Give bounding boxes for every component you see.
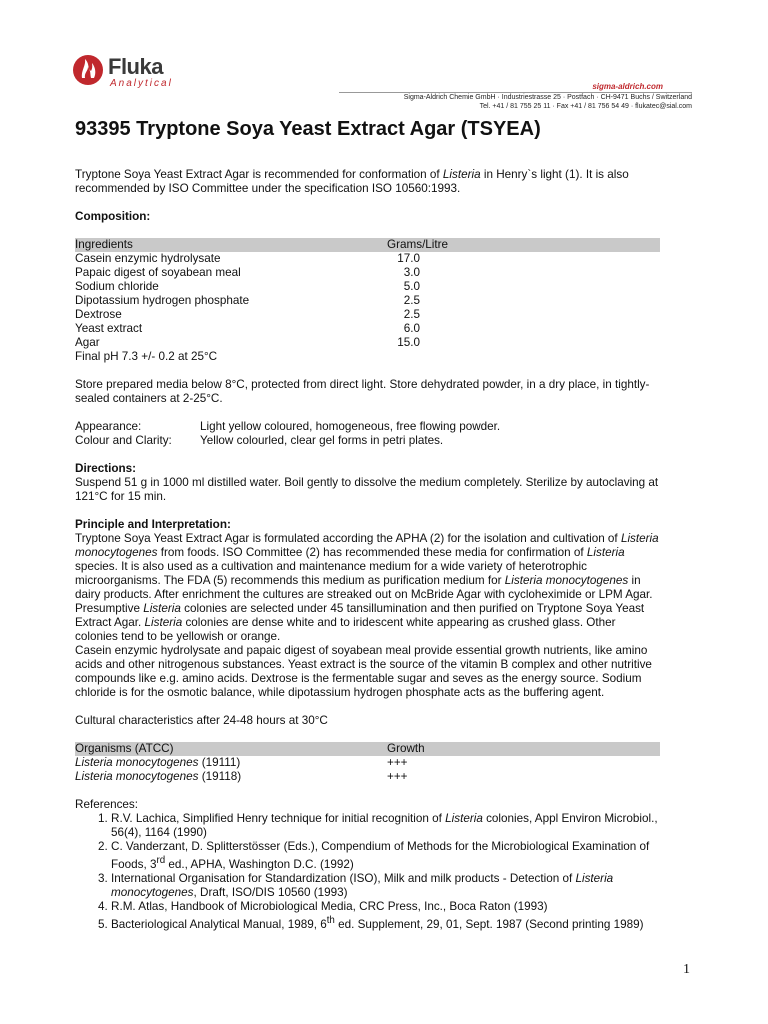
table-row: Dextrose 2.5 (75, 308, 420, 321)
table-row: Sodium chloride 5.0 (75, 280, 420, 293)
property-appearance: Appearance: Light yellow coloured, homogeneous, free flowing powder. (75, 420, 501, 433)
list-item: 2. C. Vanderzant, D. Splitterstösser (Eds.), Compendium of Methods for the Microbiological Examination of Foods, 3rd ed., APHA, Washington D.C. (1992) (111, 840, 660, 872)
col-growth: Growth (387, 742, 660, 756)
list-item: 5. Bacteriological Analytical Manual, 1989, 6th ed. Supplement, 29, 01, Sept. 1987 (Second printing 1989) (111, 914, 660, 932)
cultural-header-row (75, 742, 660, 756)
directions-heading: Directions: (75, 462, 137, 475)
col-organisms: Organisms (ATCC) (75, 742, 387, 756)
company-contact: Tel. +41 / 81 755 25 11 · Fax +41 / 81 756 54 49 · flukatec@sial.com (479, 103, 692, 110)
document-body (75, 168, 660, 932)
brand-subtitle: Analytical (110, 78, 173, 89)
composition-table (75, 238, 660, 350)
company-address: Sigma-Aldrich Chemie GmbH · Industriestrasse 25 · Postfach · CH-9471 Buchs / Switzerland (403, 94, 692, 101)
website-link[interactable]: sigma-aldrich.com (592, 82, 663, 91)
fluka-logo (72, 52, 192, 92)
table-row: Papaic digest of soyabean meal 3.0 (75, 266, 420, 279)
principle-heading: Principle and Interpretation: (75, 518, 231, 531)
fluka-flame-icon (72, 54, 104, 86)
final-ph: Final pH 7.3 +/- 0.2 at 25°C (75, 350, 218, 363)
table-row: Yeast extract 6.0 (75, 322, 420, 335)
principle-paragraph: Tryptone Soya Yeast Extract Agar is formulated according the APHA (2) for the isolation and cultivation of Listeria monocytogenes from foods. ISO Committee (2) has recommended these media for confirmation of Listeria species. It is also used as a cultivation and maintenance medium for a wide variety of heterotrophic microorganisms. The FDA (5) recommends this medium as purification medium for Listeria monocytogenes in dairy products. After enrichment the cultures are streaked out on McBride Agar with cycloheximide or LPM Agar. Presumptive Listeria colonies are selected under 45 tansillumination and then purified on Tryptone Soya Yeast Extract Agar. Listeria colonies are dense white and to iridescent white appearing as crushed glass. Other colonies tend to be yellowish or orange. (75, 532, 659, 643)
references-list (75, 812, 660, 932)
page-title: 93395 Tryptone Soya Yeast Extract Agar (TSYEA) (75, 118, 541, 140)
storage-paragraph: Store prepared media below 8°C, protected from direct light. Store dehydrated powder, in a dry place, in tightly-sealed containers at 2-25°C. (75, 378, 650, 405)
list-item: 4. R.M. Atlas, Handbook of Microbiological Media, CRC Press, Inc., Boca Raton (1993) (111, 900, 660, 914)
directions-text: Suspend 51 g in 1000 ml distilled water. Boil gently to dissolve the medium completely. Sterilize by autoclaving at 121°C for 15 min. (75, 476, 659, 503)
intro-paragraph: Tryptone Soya Yeast Extract Agar is recommended for conformation of Listeria in Henry`s light (1). It is also recommended by ISO Committee under the specification ISO 10560:1993. (75, 168, 629, 195)
brand-name: Fluka (108, 54, 163, 79)
cultural-intro: Cultural characteristics after 24-48 hours at 30°C (75, 714, 328, 727)
header-rule (339, 92, 692, 93)
list-item: 3. International Organisation for Standardization (ISO), Milk and milk products - Detection of Listeria monocytogenes, Draft, ISO/DIS 10560 (1993) (111, 872, 660, 900)
cultural-table (75, 742, 660, 784)
table-row: Agar 15.0 (75, 336, 420, 349)
table-row: Dipotassium hydrogen phosphate 2.5 (75, 294, 420, 307)
composition-header-row (75, 238, 660, 252)
page-number: 1 (683, 962, 690, 977)
composition-heading: Composition: (75, 210, 151, 223)
table-row: Casein enzymic hydrolysate 17.0 (75, 252, 420, 265)
col-grams: Grams/Litre (387, 238, 660, 252)
list-item: 1. R.V. Lachica, Simplified Henry technique for initial recognition of Listeria colonies, Appl Environ Microbiol., 56(4), 1164 (1990) (111, 812, 660, 840)
table-row: Listeria monocytogenes (19111) +++ (75, 756, 408, 769)
col-ingredients: Ingredients (75, 238, 387, 252)
property-colour: Colour and Clarity: Yellow colourled, clear gel forms in petri plates. (75, 434, 444, 447)
principle-paragraph-2: Casein enzymic hydrolysate and papaic digest of soyabean meal provide essential growth nutrients, like amino acids and other nitrogenous substances. Yeast extract is the source of the vitamin B complex and other nutritive compounds like e.g. amino acids. Dextrose is the fermentable sugar and seves as the energy source. Sodium chloride is for the osmotic balance, while dipotassium hydrogen phosphate acts as the buffering agent. (75, 644, 652, 699)
table-row: Listeria monocytogenes (19118) +++ (75, 770, 408, 783)
references-heading: References: (75, 798, 139, 811)
